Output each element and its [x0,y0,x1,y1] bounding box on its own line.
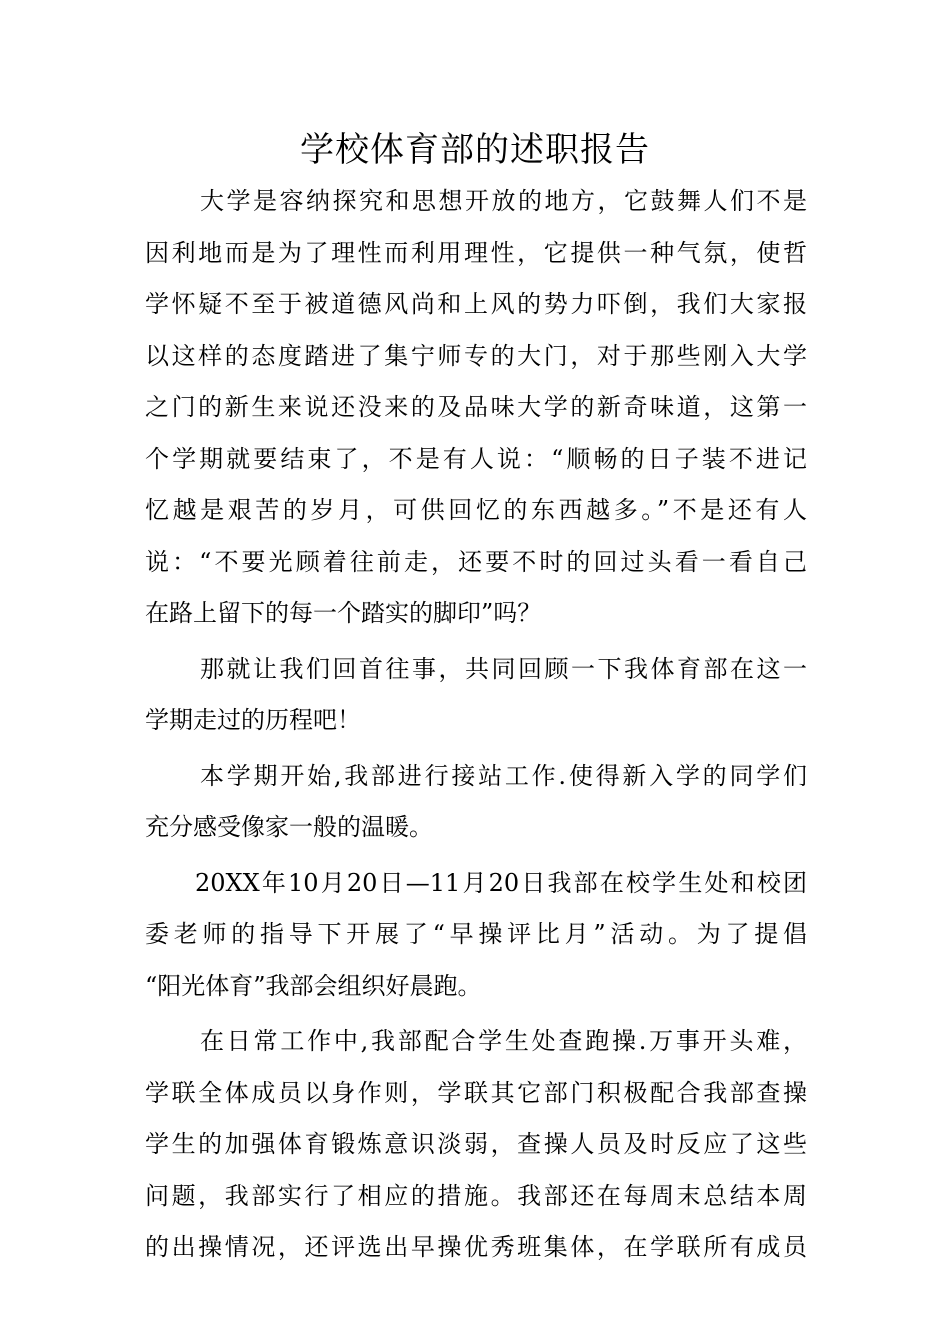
paragraph-line: 委老师的指导下开展了“早操评比月”活动。为了提倡 [145,920,807,948]
paragraph-line: 个学期就要结束了，不是有人说：“顺畅的日子装不进记 [145,444,807,473]
paragraph-5 [145,1016,807,1274]
paragraph-2 [145,644,807,747]
paragraph-line: 之门的新生来说还没来的及品味大学的新奇味道，这第一 [145,393,807,421]
paragraph-line: 说：“不要光顾着往前走，还要不时的回过头看一看自己 [145,547,807,576]
document-title: 学校体育部的述职报告 [300,130,650,170]
paragraph-line: 在路上留下的每一个踏实的脚印”吗？ [145,599,542,627]
paragraph-line: 学联全体成员以身作则，学联其它部门积极配合我部查操 [145,1078,807,1107]
paragraph-line: 20XX年10月20日—11月20日我部在校学生处和校团 [195,868,807,897]
paragraph-line: 以这样的态度踏进了集宁师专的大门，对于那些刚入大学 [145,341,807,370]
paragraph-line: 那就让我们回首往事，共同回顾一下我体育部在这一 [200,654,807,683]
paragraph-line: 在日常工作中,我部配合学生处查跑操.万事开头难， [200,1027,807,1055]
paragraph-1 [145,176,807,640]
paragraph-line: 本学期开始,我部进行接站工作.使得新入学的同学们 [200,761,807,790]
paragraph-line: 忆越是艰苦的岁月，可供回忆的东西越多。”不是还有人 [145,496,807,524]
paragraph-line: “阳光体育”我部会组织好晨跑。 [145,971,482,1000]
paragraph-line: 学期走过的历程吧！ [145,706,361,734]
paragraph-line: 问题，我部实行了相应的措施。我部还在每周末总结本周 [145,1181,807,1210]
document-body [145,176,807,1278]
paragraph-4 [145,858,807,1013]
paragraph-line: 充分感受像家一般的温暖。 [145,813,433,841]
paragraph-line: 学怀疑不至于被道德风尚和上风的势力吓倒，我们大家报 [145,290,807,318]
paragraph-line: 学生的加强体育锻炼意识淡弱，查操人员及时反应了这些 [145,1130,807,1158]
paragraph-3 [145,751,807,854]
paragraph-line: 大学是容纳探究和思想开放的地方，它鼓舞人们不是 [200,187,807,215]
paragraph-line: 的出操情况，还评选出早操优秀班集体，在学联所有成员 [145,1233,807,1261]
paragraph-line: 因利地而是为了理性而利用理性，它提供一种气氛，使哲 [145,238,807,267]
